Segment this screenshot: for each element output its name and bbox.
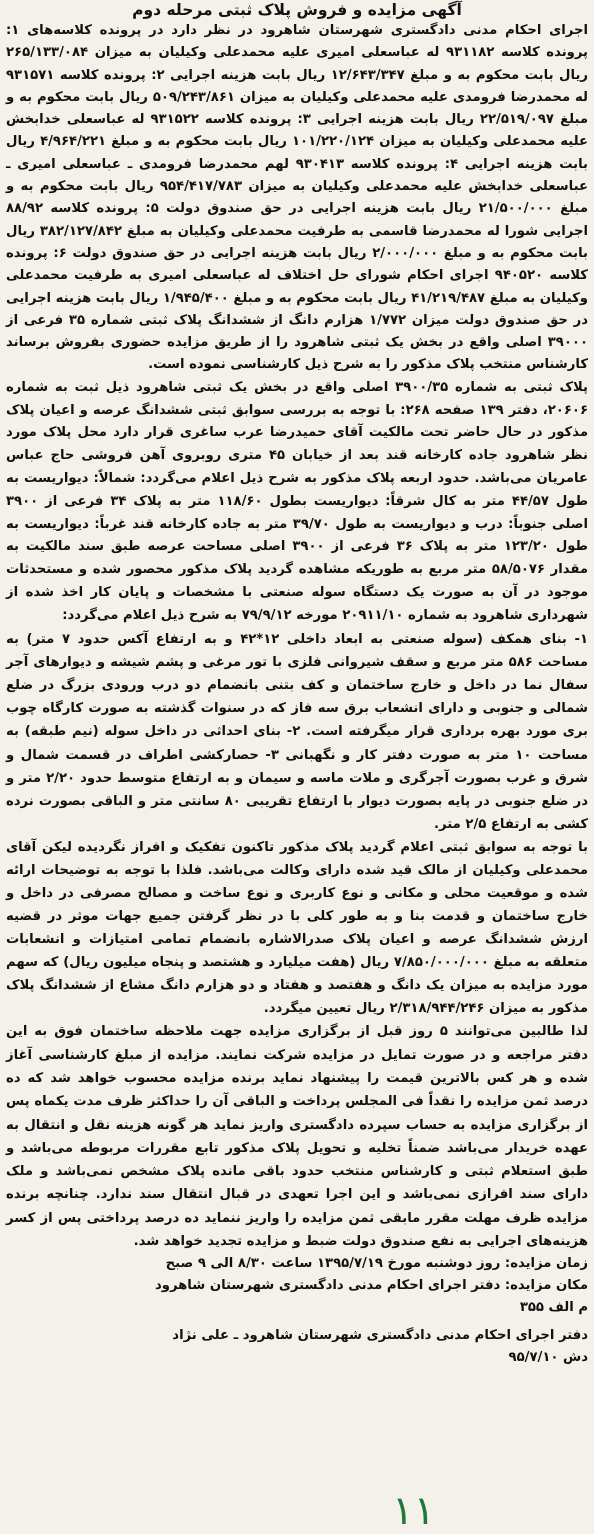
handwritten-mark: ۱۱ [392,1488,435,1534]
notice-title: آگهی مزایده و فروش پلاک ثبتی مرحله دوم [132,1,462,19]
building-items: ۱- بنای همکف (سوله صنعتی به ابعاد داخلی ۱۲*۴۲ و به ارتفاع آکس حدود ۷ متر) به مساحت ۵۸۶ متر مربع و سقف شیروانی فلزی با تور مرغی و پشم شیشه و دیوارهای آجر سفال نما در داخل و خارج ساختمان و کف بتنی بانضمام دو درب ورودی بزرگ در ضلع شمالی و جنوبی و دارای انشعاب برق سه فاز که در سنوات گذشته به صورت کارگاه چوب بری مورد بهره برداری قرار میگرفته است. ۲- بنای احداثی در داخل سوله (نیم طبقه) به مساحت ۱۰ متر به صورت دفتر کار و نگهبانی ۳- حصارکشی اطراف در قسمت شمال و شرق و غرب بصورت آجرگری و ملات ماسه و سیمان و به ارتفاع متوسط حدود ۲/۲۰ متر و در ضلع جنوبی در پایه بصورت دیوار با ارتفاع تقریبی ۸۰ سانتی متر و الباقی بصورت نرده کشی به ارتفاع ۲/۵ متر. [6,631,589,833]
reference-number: م الف ۳۵۵ [519,1300,588,1316]
signature-line: دفتر اجرای احکام مدنی دادگستری شهرستان شاهرود ـ علی نژاد [172,1328,588,1344]
auction-place: مکان مزایده: دفتر اجرای احکام مدنی دادگستری شهرستان شاهرود [155,1278,588,1294]
valuation-paragraph: با توجه به سوابق ثبتی اعلام گردید پلاک مذکور تاکنون تفکیک و افراز نگردیده لیکن آقای محمدعلی وکیلیان از مالک قید شده دارای وکالت می‌باشد. فلذا با توجه به توضیحات ارائه شده و موقعیت محلی و مکانی و نوع کاربری و نوع ساخت و مصالح مصرفی در داخل و خارج ساختمان و قدمت بنا و به طور کلی با در نظر گرفتن جمیع جهات موثر در قضیه ارزش ششدانگ عرصه و اعیان پلاک صدرالاشاره بانضمام تمامی امتیازات و انشعابات متعلقه به مبلغ ۷/۸۵۰/۰۰۰/۰۰۰ ریال (هفت میلیارد و هشتصد و پنجاه میلیون ریال) که سهم مورد مزایده به میزان یک دانگ و هفتصد و هفتاد و دو هزارم دانگ مشاع از ششدانگ پلاک مذکور به میزان ۲/۳۱۸/۹۴۴/۲۴۶ ریال تعیین میگردد. [6,840,589,1017]
notice-intro: اجرای احکام مدنی دادگستری شهرستان شاهرود در نظر دارد در پرونده کلاسه‌های ۱: پرونده کلاسه ۹۳۱۱۸۲ له عباسعلی امیری علیه محمدعلی وکیلیان به میزان ۲۶۵/۱۳۳/۰۸۴ ریال بابت محکوم به و مبلغ ۱۲/۶۴۳/۳۴۷ ریال بابت هزینه اجرایی ۲: پرونده کلاسه ۹۳۱۵۷۱ له محمدرضا فرومدی علیه محمدعلی وکیلیان به میزان ۵۰۹/۲۴۳/۸۶۱ ریال بابت محکوم به و مبلغ ۲۲/۵۱۹/۰۹۷ ریال بابت هزینه اجرایی ۳: پرونده کلاسه ۹۳۱۵۲۲ له عباسعلی خدابخش علیه محمدعلی وکیلیان به میزان ۱۰۱/۲۲۰/۱۲۴ ریال بابت محکوم به و مبلغ ۴/۹۶۴/۲۲۱ ریال بابت هزینه اجرایی ۴: پرونده کلاسه ۹۳۰۴۱۳ لهم محمدرضا فرومدی ـ عباسعلی امیری ـ عباسعلی خدابخش علیه محمدعلی وکیلیان به میزان ۹۵۴/۴۱۷/۷۸۳ ریال بابت محکوم به و مبلغ ۲۱/۵۰۰/۰۰۰ ریال بابت هزینه اجرایی در حق صندوق دولت ۵: پرونده کلاسه ۸۸/۹۲ اجرایی شورا له محمدرضا قاسمی به طرفیت محمدعلی وکیلیان به مبلغ ۳۸۲/۱۲۷/۸۴۲ ریال بابت محکوم به و مبلغ ۲/۰۰۰/۰۰۰ ریال بابت هزینه اجرایی در حق صندوق دولت ۶: پرونده کلاسه ۹۴۰۵۲۰ اجرای احکام شورای حل اختلاف له عباسعلی امیری به طرفیت محمدعلی وکیلیان به مبلغ ۴۱/۲۱۹/۴۸۷ ریال بابت محکوم به و مبلغ ۱/۹۴۵/۴۰۰ ریال بابت هزینه اجرایی در حق صندوق دولت میزان ۱/۷۷۲ هزارم دانگ از ششدانگ پلاک ثبتی شماره ۳۵ فرعی از ۳۹۰۰۰ اصلی واقع در بخش یک ثبتی شاهرود را از طریق مزایده حضوری بفروش برساند کارشناس منتخب پلاک مذکور را به شرح ذیل کارشناسی نموده است. [6,23,589,373]
date-code: دش ۹۵/۷/۱۰ [508,1350,588,1366]
auction-terms: لذا طالبین می‌توانند ۵ روز قبل از برگزاری مزایده جهت ملاحظه ساختمان فوق به این دفتر مراجعه و در صورت تمایل در مزایده شرکت نمایند. مزایده از مبلغ کارشناسی آغاز شده و هر کس بالاترین قیمت را پیشنهاد نماید برنده مزایده محسوب خواهد شد که ده درصد ثمن مزایده را نقداً فی المجلس پرداخت و الباقی آن را حداکثر ظرف مدت یکماه پس از برگزاری مزایده به حساب سپرده دادگستری واریز نماید هر گونه هزینه نقل و انتقال به عهده خریدار می‌باشد ضمناً تخلیه و تحویل پلاک مذکور تابع مقررات مربوطه می‌باشد و طبق استعلام ثبتی و کارشناس منتخب حدود باقی مانده پلاک مشخص نمی‌باشد و ملک دارای سند افرازی نمی‌باشد و این اجرا تعهدی در قبال انتقال سند ندارد. چنانچه برنده مزایده ظرف مهلت مقرر مابقی ثمن مزایده را واریز ننماید ده درصد پرداختی پس از کسر هزینه‌های اجرایی به نفع صندوق دولت ضبط و مزایده تجدید خواهد شد. [6,1024,588,1250]
auction-time: زمان مزایده: روز دوشنبه مورخ ۱۳۹۵/۷/۱۹ ساعت ۸/۳۰ الی ۹ صبح [165,1256,588,1272]
property-description: پلاک ثبتی به شماره ۳۹۰۰/۳۵ اصلی واقع در بخش یک ثبتی شاهرود ذیل ثبت به شماره ۲۰۶۰۶، دفتر ۱۳۹ صفحه ۲۶۸: با توجه به بررسی سوابق ثبتی ششدانگ عرصه و اعیان پلاک مذکور در حال حاضر تحت مالکیت آقای حمیدرضا عرب ساغری قرار دارد محل پلاک مورد نظر شاهرود جاده کارخانه قند بعد از خیابان ۴۵ متری روبروی آهن فروشی حاج عباس عامریان می‌باشد. حدود اربعه پلاک مذکور به شرح ذیل اعلام می‌گردد: شمالاً: دیواریست به طول ۴۴/۵۷ متر به کال شرقاً: دیواریست بطول ۱۱۸/۶۰ متر به پلاک ۳۴ فرعی از ۳۹۰۰ اصلی جنوباً: درب و دیواریست به طول ۳۹/۷۰ متر به جاده کارخانه قند غرباً: دیواریست به طول ۱۲۳/۲۰ متر به پلاک ۳۶ فرعی از ۳۹۰۰ اصلی مساحت عرصه طبق سند مالکیت به مقدار ۵۸/۵۰۷۶ متر مربع به طوریکه مشاهده گردید پلاک مذکور محصور شده و مستحدثات موجود در آن به صورت یک دستگاه سوله صنعتی با مشخصات و پایان کار اخذ شده از شهرداری شاهرود به شماره ۲۰۹۱۱/۱۰ مورخه ۷۹/۹/۱۲ به شرح ذیل اعلام می‌گردد: [6,379,589,623]
